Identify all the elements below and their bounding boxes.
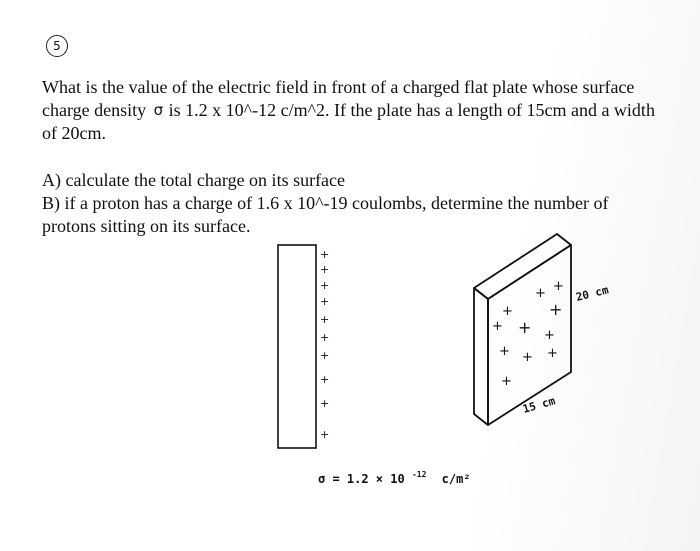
plus-sign: +	[320, 263, 330, 276]
question-text-part1: What is the value of the electric field in front of a charged flat plate whose surface charge density	[42, 77, 635, 120]
length-label: 15 cm	[521, 394, 557, 416]
plate-left-face	[474, 288, 488, 425]
plus-sign: +	[502, 304, 513, 319]
plus-sign: +	[522, 350, 533, 365]
sigma-symbol: σ	[153, 101, 164, 119]
plus-sign: +	[320, 349, 330, 362]
question-text-part2: is 1.2 x 10^-12 c/m^2. If the plate has a length of 15cm and a width of 20cm.	[42, 100, 655, 143]
plus-sign: +	[320, 313, 330, 326]
sigma-value: σ = 1.2 × 10	[318, 472, 405, 486]
plus-sign: +	[553, 279, 564, 294]
plus-sign: +	[501, 374, 512, 389]
question-number: 5	[53, 39, 61, 53]
plus-sign: +	[320, 428, 330, 441]
plate-side-view	[278, 245, 316, 448]
sigma-unit: c/m²	[441, 472, 471, 486]
sigma-value-label	[318, 466, 471, 486]
plus-sign: +	[492, 319, 503, 334]
front-face-charges	[492, 279, 564, 389]
plus-sign: +	[320, 248, 330, 261]
plus-sign: +	[320, 373, 330, 386]
part-a: A) calculate the total charge on its surface	[42, 170, 346, 190]
plus-sign: +	[544, 328, 555, 343]
width-label: 20 cm	[574, 283, 610, 304]
plus-sign: +	[547, 346, 558, 361]
plus-sign: +	[320, 397, 330, 410]
plus-sign: +	[320, 295, 330, 308]
sigma-exponent: -12	[411, 470, 427, 479]
plus-sign: +	[549, 300, 563, 319]
plus-sign: +	[320, 331, 330, 344]
plus-sign: +	[320, 279, 330, 292]
part-b: B) if a proton has a charge of 1.6 x 10^-19 coulombs, determine the number of protons sitting on its surface.	[42, 193, 609, 236]
plus-sign: +	[535, 286, 546, 301]
side-view-charges	[320, 248, 329, 441]
plus-sign: +	[518, 318, 532, 337]
plus-sign: +	[499, 344, 510, 359]
